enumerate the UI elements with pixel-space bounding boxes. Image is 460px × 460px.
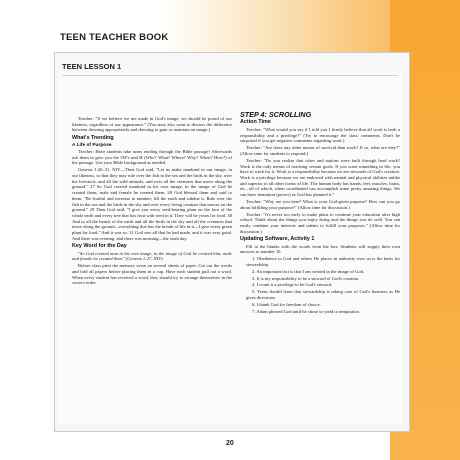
paragraph: Teacher: Have students take turns reading through the Bible passage! Afterwards ask them to give you the 5W's and H (Who? What? Where? Why? When? How?) of the passage. Use your Bible background as needed. (72, 149, 232, 166)
section-heading: Updating Software, Activity 1 (240, 235, 315, 242)
title-divider (62, 75, 398, 76)
left-column (72, 116, 232, 287)
list-item: 5. Teens should learn that stewardship is taking care of God's business as He gives directions. (246, 289, 400, 301)
list-item: 3. It is my responsibility to be a steward of God's creation. (252, 275, 360, 281)
memory-verse: "So God created man in his own image, in the image of God he created him; male and female he created them" (Genesis 1:27, NIV). (72, 250, 232, 262)
paragraph: Teacher: "Are there any other means of survival than work? If so, what are they?" (Allow time for students to respond.) (240, 145, 400, 156)
page-number: 20 (226, 440, 234, 447)
list-item: 1. Obedience to God and others He places in authority over us is the basis for stewardship. (246, 256, 400, 267)
book-title: TEEN TEACHER BOOK (60, 32, 169, 43)
list-item: 4. I count it a privilege to be God's steward. (252, 282, 333, 288)
scripture-passage: Genesis 1:26–31, NIV—Then God said, "Let us make mankind in our image, in our likeness, so that they may rule over the fish in the sea and the birds in the sky, over the livestock, and all the wild animals, and over all the creatures that move along the ground." 27 So God created mankind in his own image, in the image of God he created them; male and female he created them. 28 God blessed them and said to them, "Be fruitful and increase in number; fill the earth and subdue it. Rule over the fish in the sea and the birds in the sky and over every living creature that moves on the ground." 29 Then God said, "I give you every seed-bearing plant on the face of the whole earth and every tree that has fruit with seed in it. They will be yours for food. 30 And to all the beasts of the earth and all the birds in the sky and all the creatures that move along the ground—everything that has the breath of life in it—I give every green plant for food." And it was so. 31 God saw all that he had made, and it was very good. And there was evening, and there was morning—the sixth day. (72, 167, 232, 241)
section-heading: Key Word for the Day (72, 242, 127, 249)
paragraph: Before class print the memory verse on several sheets of paper. Cut out the words and fold all papers before placing them in a cup. Have each student pull out a word. When every student has received a word, they should try to arrange themselves in the correct order. (72, 263, 232, 286)
paragraph: Teacher: "What would you say if I told you I firmly believe that all work is both a responsibility and a privilege?" (Try to encourage the class' comments. Don't be surprised if you get negative comments regarding work.) (240, 126, 400, 144)
paragraph: Teacher: "If we believe we are made in God's image, we should be proud of our likeness, regardless of our appearance." (You may also want to discuss the difference between dressing appropriately and dressing to gain or maintain an image.) (72, 116, 232, 133)
section-heading: What's Trending (72, 134, 114, 141)
step-title: STEP 4: SCROLLING (240, 110, 312, 119)
paragraph: Teacher: "Why are you here? What is your God-given purpose? How can you go about fulfilling your purpose?" (Allow time for discussion.) (240, 198, 400, 210)
list-item: 6. I thank God for freedom of choice. (252, 301, 321, 307)
subsection-heading: A Life of Purpose (72, 142, 112, 148)
lesson-title: TEEN LESSON 1 (62, 62, 122, 71)
section-heading: Action Time (240, 119, 271, 126)
paragraph: Teacher: "It's never too early to make plans to continue your education after high school. Think about the things you enjoy doing and the things you do well. You can easily combine your interests and talents to fulfill your purposes." (Allow time for discussion.) (240, 211, 400, 234)
right-column (240, 112, 400, 316)
paragraph: Teacher: "Do you realize that cities and nations were built through hard work? Work is the only means of reaching certain goals. If you want something in life, you have to work for it. Work is a responsibility because we are stewards of God's creation. Work is a privilege because we are endowed with mental and physical abilities unlike and superior to all other forms of life. The human body has hands, feet, muscles, brain, etc., all of which, when coordinated can accomplish some pretty amazing things. We can have dominion (power) as God has planned it." (240, 157, 400, 198)
list-item: 2. An important fact is that I am created in the image of God. (252, 268, 365, 274)
paragraph: Fill in the blanks with the words from the box. Students will supply their own answers to number 10. (240, 243, 400, 255)
list-item: 7. Adam pleased God until he chose to yield to temptation. (252, 308, 360, 314)
